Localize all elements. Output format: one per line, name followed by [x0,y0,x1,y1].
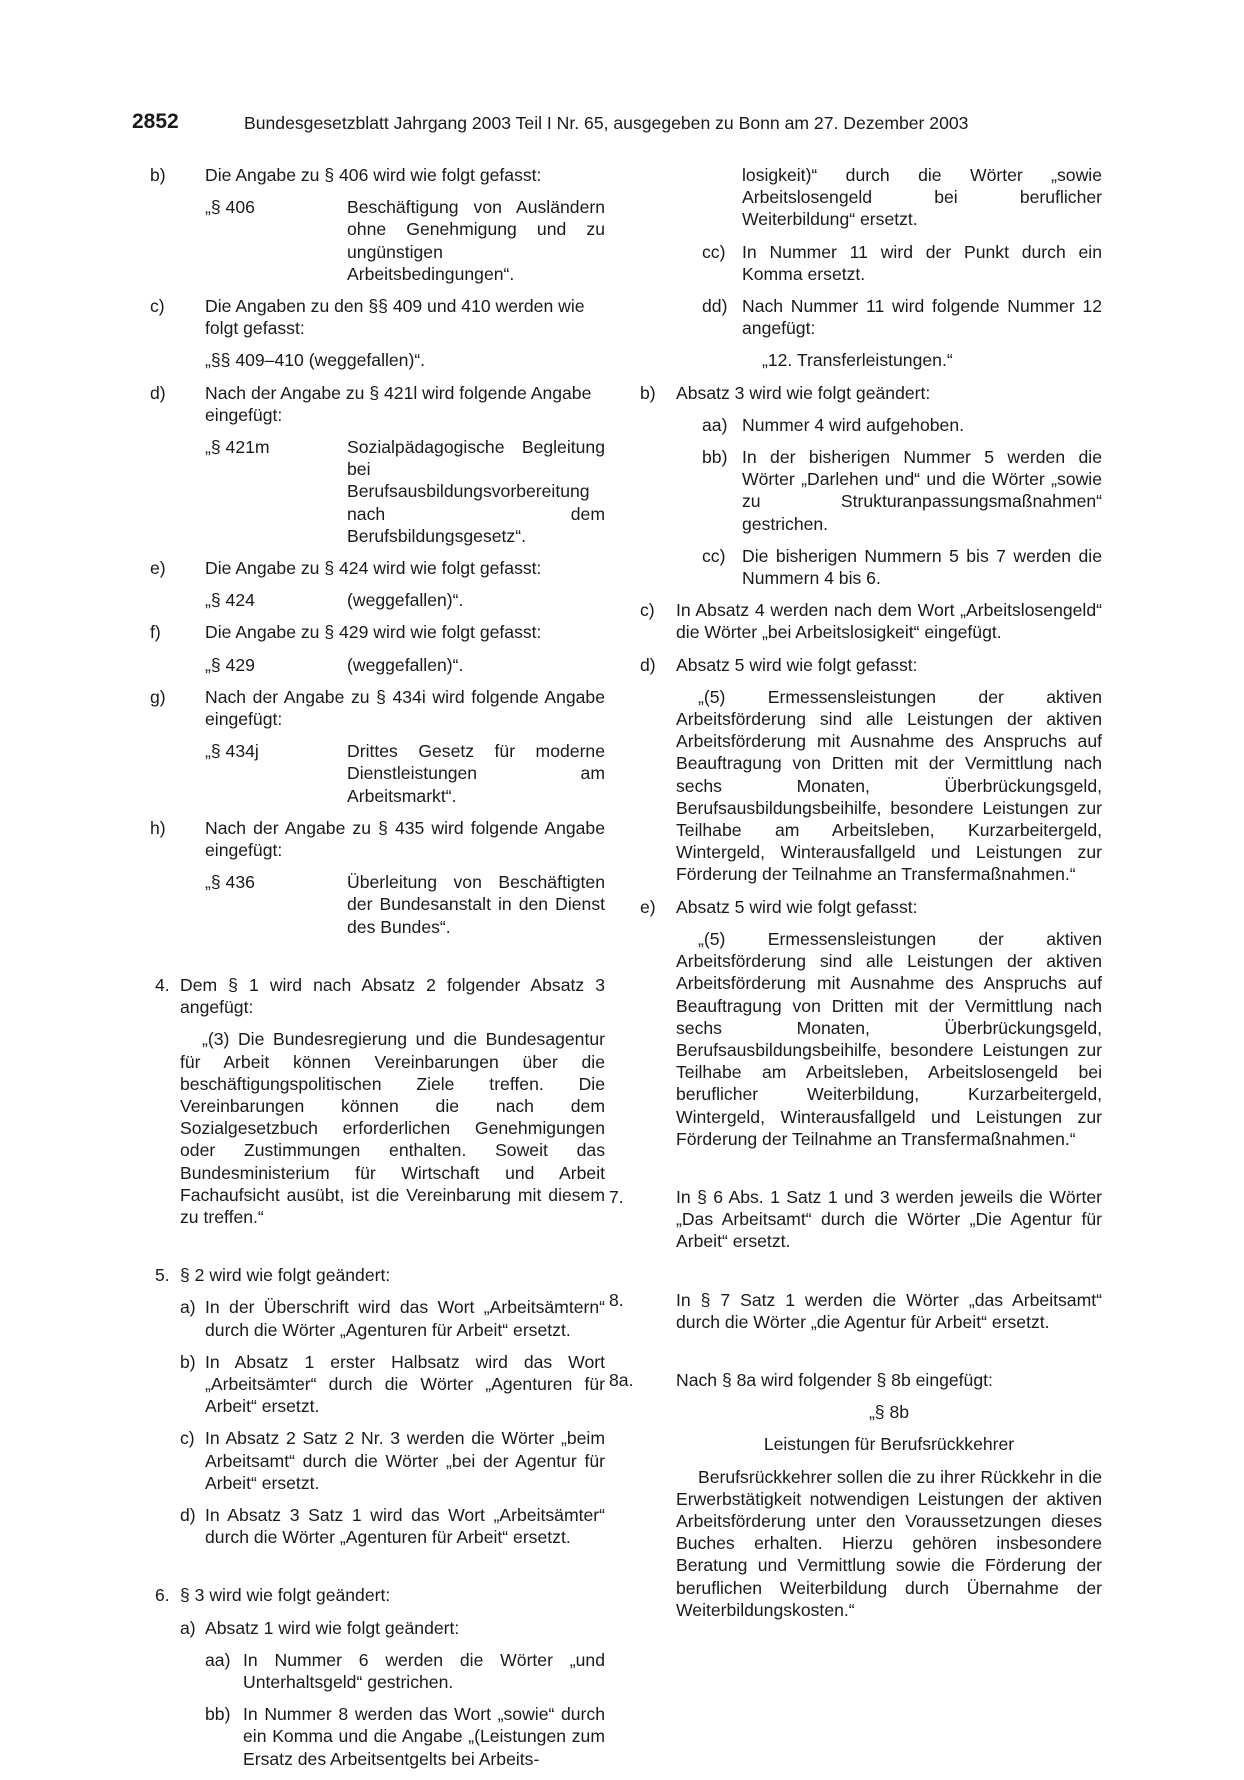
item-label: b) [640,382,656,403]
page-number: 2852 [132,110,179,133]
item-label: e) [640,896,656,917]
entry-text: (weggefallen)“. [347,590,464,611]
entry-text: Beschäftigung von Ausländern ohne Genehmigung und zu ungünstigen Arbeitsbedingungen“. [347,197,605,284]
amendment-e [150,557,605,579]
item-label: aa) [702,414,728,435]
item-label: 6. [155,1585,170,1606]
amendment-6 [150,1584,605,1606]
item-text: Nach der Angabe zu § 434i wird folgende Angabe eingefügt: [205,686,605,730]
amendment-6a [150,1617,605,1639]
item-label: g) [150,686,166,707]
item-text: In der bisherigen Nummer 5 werden die Wörter „Darlehen und“ und die Wörter „sowie zu Strukturanpassungsmaßnahmen“ gestrichen. [742,447,1102,534]
amendment-8a [609,1369,1102,1391]
item-text: Absatz 5 wird wie folgt gefasst: [676,896,918,917]
entry-label: „§ 421m [205,437,270,458]
quoted-paragraph-3: „(3) Die Bundesregierung und die Bundesagentur für Arbeit können Vereinbarungen über die beschäftigungspolitischen Ziele treffen. Die Vereinbarungen können die nach dem Sozialgesetzbuch erforderlichen Genehmigungen oder Zustimmungen enthalten. Soweit das Bundesministerium für Wirtschaft und Arbeit Fachaufsicht ausübt, ist die Vereinbarung mit diesem zu treffen.“ [180,1029,605,1227]
item-text: In Nummer 11 wird der Punkt durch ein Komma ersetzt. [742,241,1102,284]
index-entry-421m [205,436,605,547]
amendment-c [150,295,605,339]
item-text: § 3 wird wie folgt geändert: [180,1585,391,1606]
quote-nummer-12: „12. Transferleistungen.“ [762,350,953,371]
item-text: In Absatz 2 Satz 2 Nr. 3 werden die Wörter „beim Arbeitsamt“ durch die Wörter „bei der Agentur für Arbeit“ ersetzt. [205,1428,605,1493]
item-label: d) [180,1504,196,1525]
item-label: 8a. [609,1369,634,1390]
item-text: Die Angabe zu § 424 wird wie folgt gefasst: [205,558,542,579]
entry-text: Drittes Gesetz für moderne Dienstleistungen am Arbeitsmarkt“. [347,741,605,806]
amendment-5b [150,1351,605,1418]
item-label: d) [640,654,656,675]
item-text: In Nummer 8 werden das Wort „sowie“ durch ein Komma und die Angabe „(Leistungen zum Ersatz des Arbeitsentgelts bei Arbeits- [243,1704,605,1769]
amendment-g [150,686,605,730]
amendment-6c [640,599,1102,643]
amendment-5d [150,1504,605,1548]
index-entry-429 [205,654,605,676]
item-label: d) [150,382,166,403]
continuation-text: losigkeit)“ durch die Wörter „sowie Arbeitslosengeld bei beruflicher Weiterbildung“ ersetzt. [742,165,1102,230]
item-label: a) [180,1617,196,1638]
amendment-6b-bb [640,446,1102,535]
item-label: aa) [205,1649,231,1670]
item-text: Absatz 1 wird wie folgt geändert: [205,1617,460,1638]
entry-label: „§ 406 [205,197,255,218]
item-text: Die bisherigen Nummern 5 bis 7 werden die Nummern 4 bis 6. [742,545,1102,589]
item-text: Nummer 4 wird aufgehoben. [742,414,964,435]
item-label: 8. [609,1289,624,1310]
item-label: a) [180,1297,196,1318]
index-entry-424 [205,589,605,611]
amendment-6b-cc [640,545,1102,589]
quoted-absatz-5-e: „(5) Ermessensleistungen der aktiven Arbeitsförderung sind alle Leistungen der aktiven Arbeitsförderung mit Ausnahme des Anspruchs auf Beauftragung von Dritten mit der Vermittlung nach sechs Monaten, Überbrückungsgeld, Berufsausbildungsbeihilfe, besondere Leistungen zur Teilhabe am Arbeitsleben, Arbeitslosengeld bei beruflicher Weiterbildung, Kurzarbeitergeld, Wintergeld, Winterausfallgeld und Leistungen zur Förderung der Teilnahme an Transfermaßnahmen.“ [676,928,1102,1149]
item-text: Die Angaben zu den §§ 409 und 410 werden wie folgt gefasst: [205,296,585,339]
item-label: dd) [702,296,728,317]
entry-label: „§ 436 [205,872,255,893]
amendment-4 [150,974,605,1018]
amendment-6a-dd [640,295,1102,339]
amendment-5a [150,1296,605,1340]
amendment-h [150,817,605,861]
amendment-6b [640,382,1102,404]
item-text: In Absatz 4 werden nach dem Wort „Arbeitslosengeld“ die Wörter „bei Arbeitslosigkeit“ eingefügt. [676,600,1102,643]
amendment-6b-aa [640,414,1102,436]
item-label: c) [180,1428,195,1449]
index-entry-436 [205,871,605,938]
item-text: In Absatz 3 Satz 1 wird das Wort „Arbeitsämter“ durch die Wörter „Agenturen für Arbeit“ ersetzt. [205,1504,605,1548]
item-label: cc) [702,241,726,262]
item-text: Absatz 5 wird wie folgt gefasst: [676,654,918,675]
entry-text: Sozialpädagogische Begleitung bei Berufsausbildungsvorbereitung nach dem Berufsbildungsgesetz“. [347,437,605,546]
item-text: Nach der Angabe zu § 435 wird folgende Angabe eingefügt: [205,817,605,861]
running-title: Bundesgesetzblatt Jahrgang 2003 Teil I Nr. 65, ausgegeben zu Bonn am 27. Dezember 2003 [244,113,969,133]
item-text: In § 7 Satz 1 werden die Wörter „das Arbeitsamt“ durch die Wörter „die Agentur für Arbeit“ ersetzt. [676,1289,1102,1332]
entry-label: „§ 434j [205,741,259,762]
item-text: In der Überschrift wird das Wort „Arbeitsämtern“ durch die Wörter „Agenturen für Arbeit“ ersetzt. [205,1297,605,1340]
item-text: In Nummer 6 werden die Wörter „und Unterhaltsgeld“ gestrichen. [243,1649,605,1692]
entry-label: „§ 424 [205,590,255,611]
entry-label: „§ 429 [205,654,255,675]
amendment-8 [609,1289,1102,1333]
item-text: In § 6 Abs. 1 Satz 1 und 3 werden jeweils die Wörter „Das Arbeitsamt“ durch die Wörter „Die Agentur für Arbeit“ ersetzt. [676,1186,1102,1252]
amendment-f [150,621,605,643]
index-entry-406 [205,196,605,285]
item-label: h) [150,817,166,838]
item-text: Die Angabe zu § 429 wird wie folgt gefasst: [205,622,542,643]
section-title-8b: Leistungen für Berufsrückkehrer [763,1434,1015,1455]
amendment-5 [150,1264,605,1286]
index-entry-434j [205,740,605,807]
amendment-6a-aa [150,1649,605,1693]
amendment-7 [609,1186,1102,1253]
section-number-8b: „§ 8b [868,1402,910,1423]
item-label: bb) [205,1704,231,1725]
amendment-5c [150,1427,605,1494]
item-text: Nach der Angabe zu § 421l wird folgende Angabe eingefügt: [205,382,592,425]
section-text-8b: Berufsrückkehrer sollen die zu ihrer Rückkehr in die Erwerbstätigkeit notwendigen Leistungen der aktiven Arbeitsförderung unter den Voraussetzungen dieses Buches erhalten. Hierzu gehören insbesondere Beratung und Vermittlung sowie die Förderung der beruflichen Weiterbildung durch Übernahme der Weiterbildungskosten.“ [676,1466,1102,1620]
item-text: Absatz 3 wird wie folgt geändert: [676,382,931,403]
item-text: Dem § 1 wird nach Absatz 2 folgender Absatz 3 angefügt: [180,974,605,1018]
item-label: 5. [155,1265,170,1286]
page-header [132,111,1112,137]
quote-409-410: „§§ 409–410 (weggefallen)“. [205,350,426,371]
amendment-d [150,382,605,426]
right-column [609,164,1102,1631]
item-label: f) [150,622,161,643]
amendment-6a-cc [640,241,1102,285]
item-text: Nach Nummer 11 wird folgende Nummer 12 angefügt: [742,296,1102,339]
item-label: b) [180,1351,196,1372]
item-label: bb) [702,447,728,468]
item-label: cc) [702,545,726,566]
item-label: c) [150,296,165,317]
item-label: 4. [155,974,170,995]
item-text: Die Angabe zu § 406 wird wie folgt gefasst: [205,165,542,185]
amendment-b [150,164,605,186]
entry-text: (weggefallen)“. [347,654,464,675]
item-label: e) [150,558,166,579]
item-label: c) [640,600,655,621]
amendment-6a-bb [150,1703,605,1770]
item-text: § 2 wird wie folgt geändert: [180,1265,391,1286]
entry-text: Überleitung von Beschäftigten der Bundesanstalt in den Dienst des Bundes“. [347,872,605,937]
amendment-6d [640,654,1102,676]
quoted-absatz-5-d: „(5) Ermessensleistungen der aktiven Arbeitsförderung sind alle Leistungen der aktiven Arbeitsförderung mit Ausnahme des Anspruchs auf Beauftragung von Dritten mit der Vermittlung nach sechs Monaten, Überbrückungsgeld, Berufsausbildungsbeihilfe, besondere Leistungen zur Teilhabe am Arbeitsleben, Kurzarbeitergeld, Wintergeld, Winterausfallgeld und Leistungen zur Förderung der Teilnahme an Transfermaßnahmen.“ [676,686,1102,885]
item-label: 7. [609,1186,624,1207]
item-label: b) [150,165,166,185]
item-text: In Absatz 1 erster Halbsatz wird das Wort „Arbeitsämter“ durch die Wörter „Agenturen für Arbeit“ ersetzt. [205,1351,605,1417]
item-text: Nach § 8a wird folgender § 8b eingefügt: [676,1369,993,1390]
amendment-6e [640,896,1102,918]
left-column [150,164,605,1780]
